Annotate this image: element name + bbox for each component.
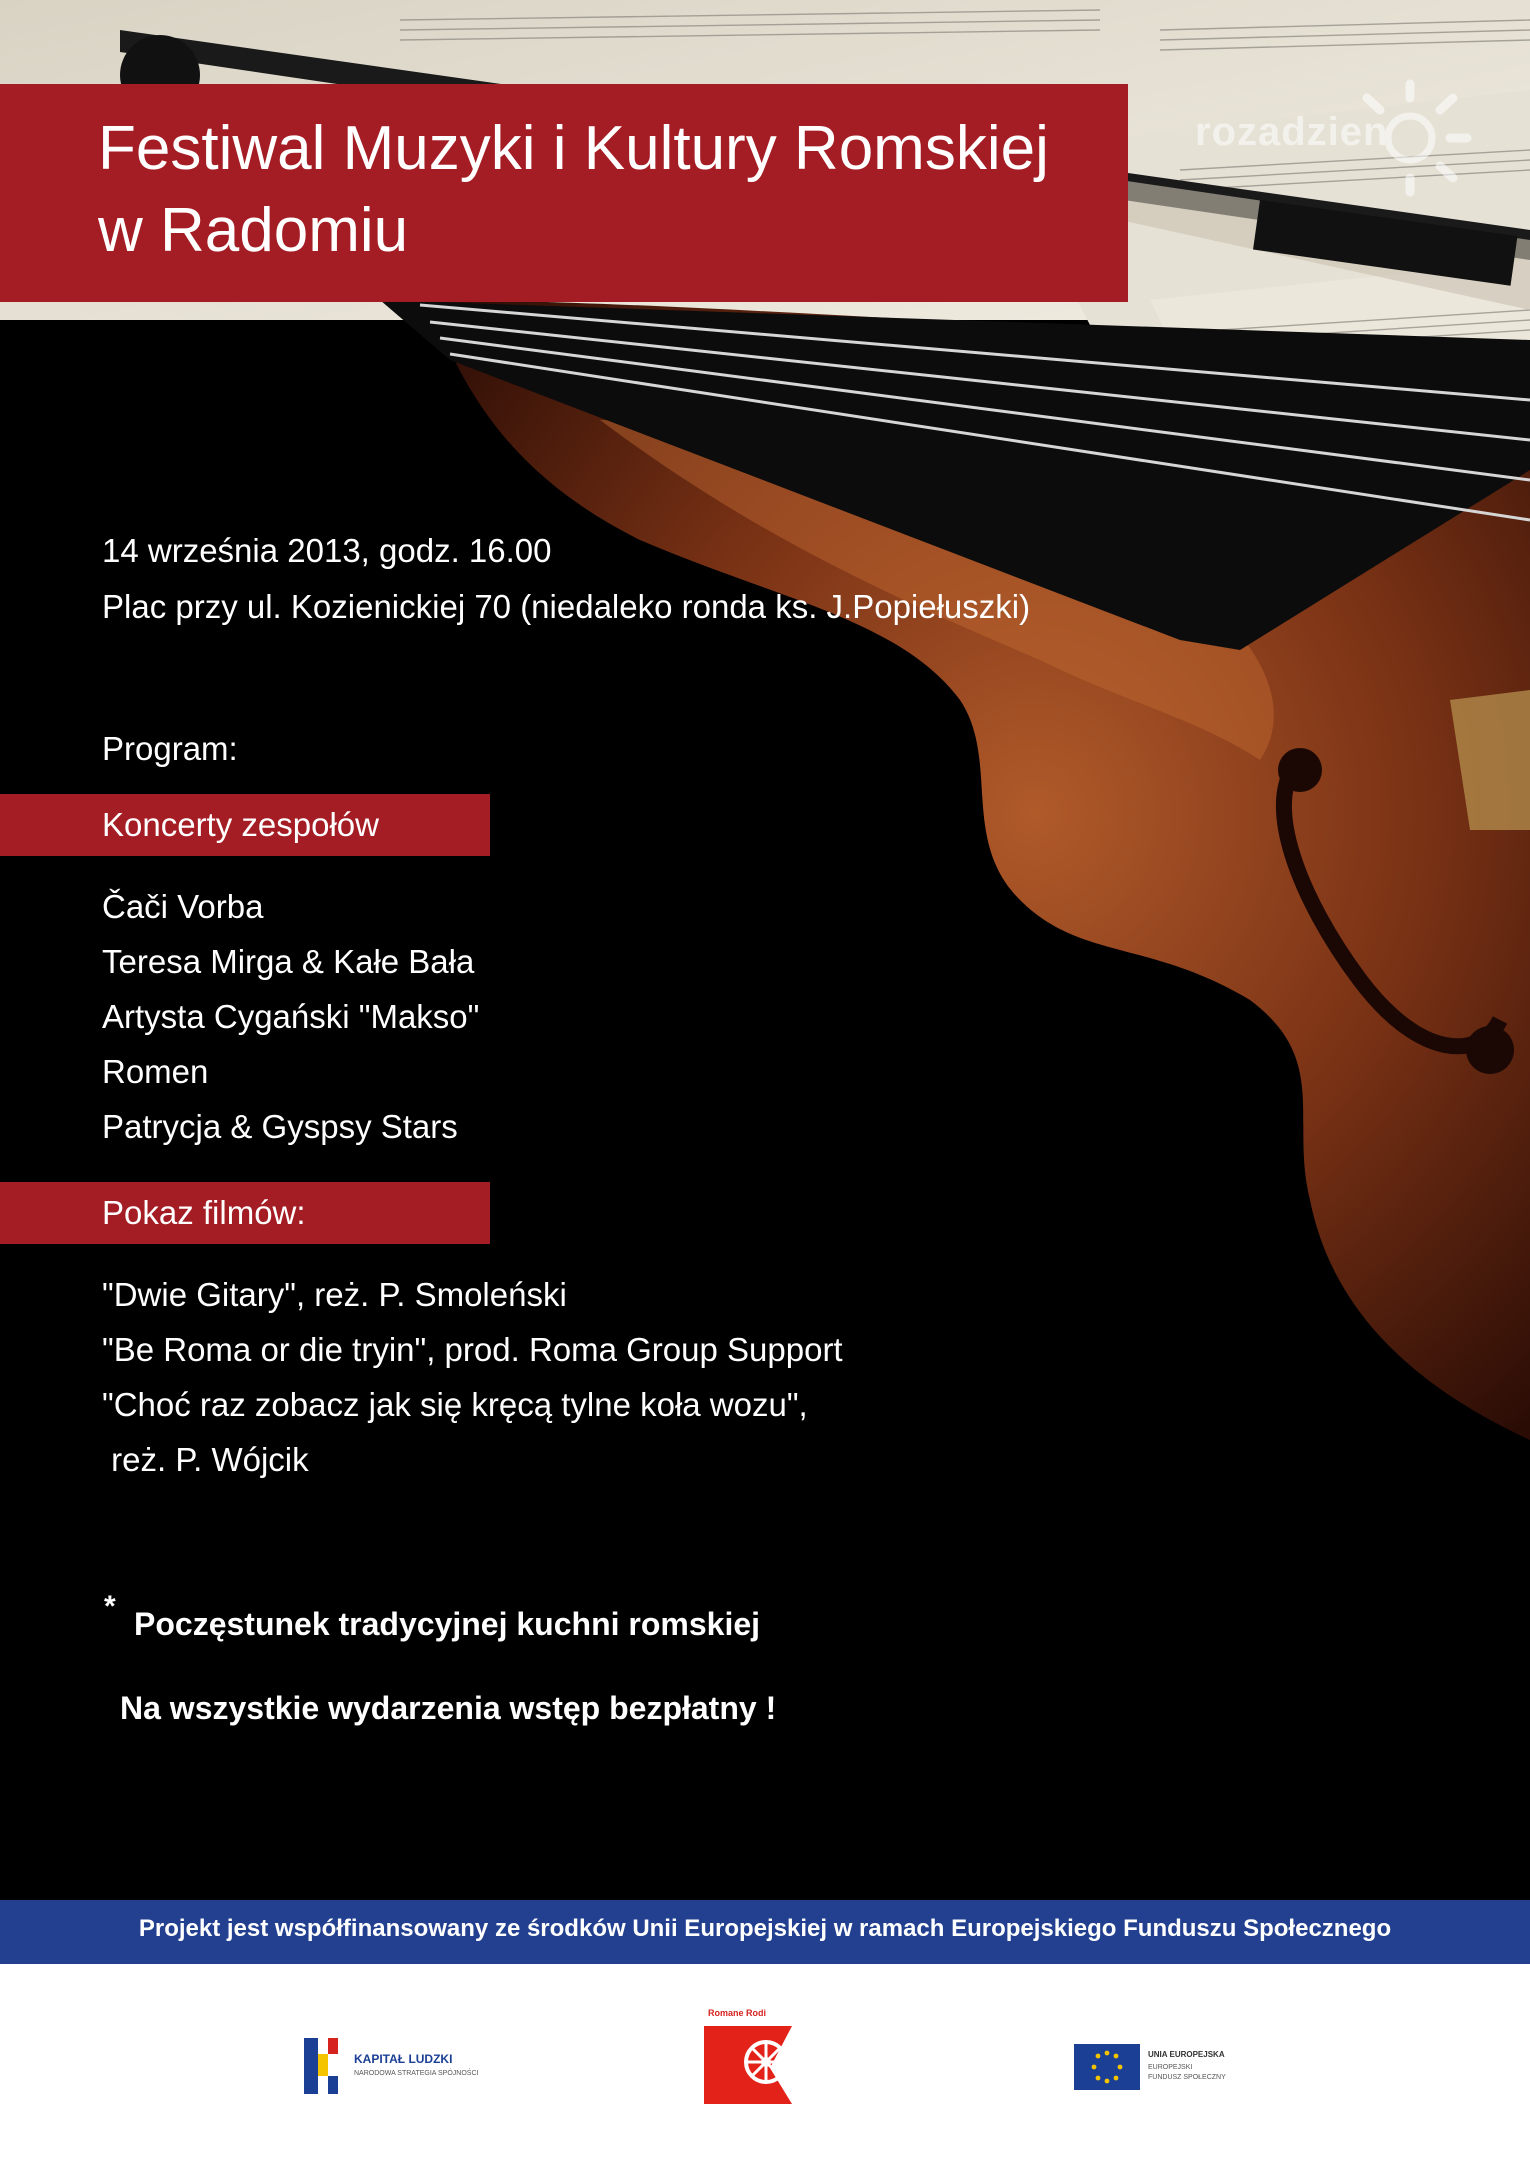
food-note: Poczęstunek tradycyjnej kuchni romskiej [134, 1606, 761, 1642]
free-entry-note: Na wszystkie wydarzenia wstęp bezpłatny ! [120, 1690, 777, 1726]
concert-item: Romen [102, 1053, 209, 1090]
films-heading-band [0, 1182, 490, 1244]
concert-item: Patrycja & Gyspsy Stars [102, 1108, 458, 1145]
eu-logo [1074, 2044, 1254, 2092]
asterisk-mark: * [104, 1590, 116, 1623]
eu-name: UNIA EUROPEJSKA [1148, 2050, 1225, 2059]
eu-flag-icon [1074, 2044, 1140, 2090]
romane-rodi-icon [700, 2022, 796, 2108]
eu-sub-1: EUROPEJSKI [1148, 2064, 1193, 2071]
romane-rodi-name: Romane Rodi [708, 2008, 767, 2018]
film-item: "Dwie Gitary", reż. P. Smoleński [102, 1276, 567, 1313]
watermark-text: rozadzien [1195, 110, 1389, 154]
event-datetime: 14 września 2013, godz. 16.00 [102, 532, 552, 569]
romane-rodi-logo [700, 2008, 798, 2108]
kapital-ludzki-logo [300, 2034, 520, 2098]
kapital-ludzki-name: KAPITAŁ LUDZKI [354, 2052, 453, 2066]
program-label: Program: [102, 730, 238, 767]
watermark-logo [1195, 78, 1495, 198]
kapital-ludzki-sub: NARODOWA STRATEGIA SPÓJNOŚCI [354, 2070, 479, 2077]
eu-funding-text: Projekt jest współfinansowany ze środków Unii Europejskiej w ramach Europejskiego Funduszu Społecznego [138, 1915, 1392, 1942]
eu-funding-bar [0, 1900, 1530, 1964]
film-item: reż. P. Wójcik [102, 1441, 309, 1478]
kapital-ludzki-icon [300, 2034, 344, 2098]
eu-sub-2: FUNDUSZ SPOŁECZNY [1148, 2074, 1226, 2081]
title-line-2: w Radomiu [98, 196, 409, 265]
concerts-heading-band [0, 794, 490, 856]
film-item: "Choć raz zobacz jak się kręcą tylne koła wozu", [102, 1386, 808, 1423]
films-heading: Pokaz filmów: [102, 1194, 306, 1231]
concert-item: Teresa Mirga & Kałe Bała [102, 943, 475, 980]
footer-logos [0, 1964, 1530, 2164]
concert-item: Čači Vorba [102, 888, 264, 925]
title-line-1: Festiwal Muzyki i Kultury Romskiej [98, 114, 1049, 183]
poster-title [98, 108, 1049, 272]
concerts-heading: Koncerty zespołów [102, 806, 379, 843]
film-item: "Be Roma or die tryin", prod. Roma Group Support [102, 1331, 843, 1368]
title-banner [0, 84, 1128, 302]
concert-item: Artysta Cygański "Makso" [102, 998, 480, 1035]
event-place: Plac przy ul. Kozienickiej 70 (niedaleko ronda ks. J.Popiełuszki) [102, 588, 1031, 625]
